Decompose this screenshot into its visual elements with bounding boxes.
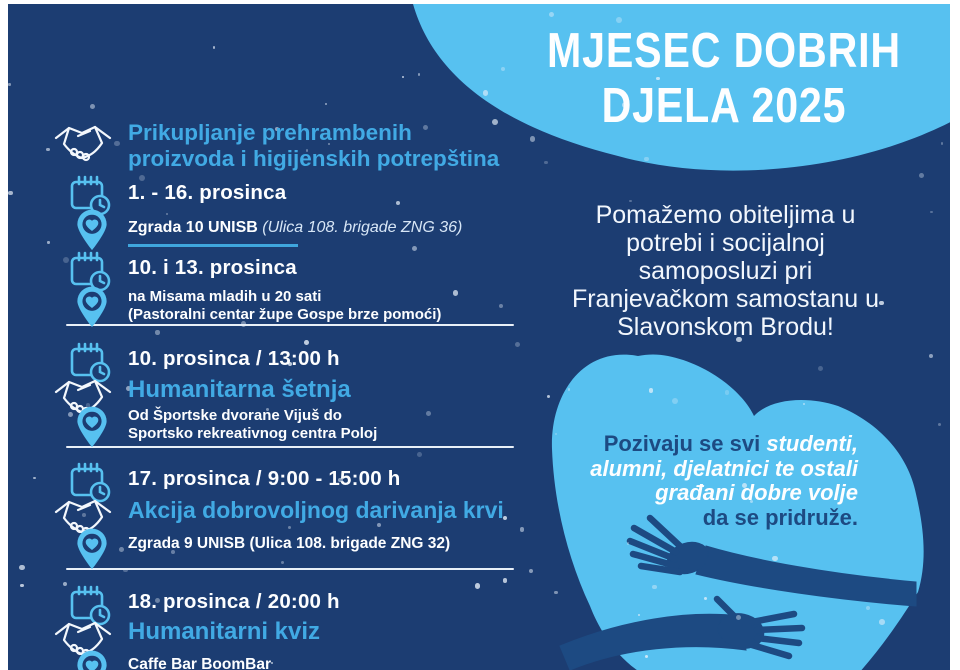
location-heart-pin-icon [74, 209, 110, 253]
snow-dot [304, 340, 309, 345]
event-location: Zgrada 9 UNISB (Ulica 108. brigade ZNG 32) [128, 535, 451, 552]
event-date: 17. prosinca / 9:00 - 15:00 h [128, 467, 401, 490]
snow-dot [645, 655, 648, 658]
location-underline [128, 244, 298, 247]
heart-message-closing: da se pridruže. [702, 504, 858, 530]
poster-background [8, 4, 950, 670]
title-line-1: MJESEC DOBRIH [547, 24, 901, 78]
event-location-address: (Ulica 108. brigade ZNG 36) [262, 219, 463, 236]
snow-dot [616, 17, 622, 23]
snow-dot [772, 556, 777, 561]
heart-message-line [553, 432, 858, 457]
location-heart-pin-icon [74, 650, 110, 670]
snow-dot [412, 246, 417, 251]
snow-dot [426, 411, 431, 416]
snow-dot [879, 619, 885, 625]
snow-dot [20, 584, 23, 587]
snow-dot [402, 76, 404, 78]
snow-dot [396, 201, 400, 205]
snow-dot [499, 304, 503, 308]
heart-message [553, 432, 858, 530]
location-heart-pin-icon [74, 528, 110, 572]
handshake-icon [52, 116, 116, 172]
snow-dot [155, 330, 159, 334]
intro-line: Pomažemo obiteljima u [595, 201, 856, 229]
event-title-line: Prikupljanje prehrambenih [128, 120, 412, 145]
snow-dot [47, 241, 49, 243]
snow-dot [288, 526, 292, 530]
section-divider [66, 568, 514, 570]
snow-dot [930, 211, 932, 213]
event-location: Caffe Bar BoomBar [128, 656, 271, 670]
snow-dot [483, 90, 488, 95]
snow-dot [90, 104, 95, 109]
intro-line: potrebi i socijalnoj [626, 229, 825, 257]
snow-dot [520, 527, 525, 532]
snow-dot [938, 423, 941, 426]
snow-dot [475, 583, 481, 589]
intro-line: samoposluzi pri [638, 257, 813, 285]
snow-dot [417, 452, 422, 457]
heart-message-line: alumni, djelatnici te ostali [590, 455, 858, 481]
snow-dot [377, 523, 381, 527]
snow-dot [649, 388, 654, 393]
event-date: 10. prosinca / 13:00 h [128, 347, 340, 370]
event-location-line: Od Športske dvorane Vijuš do [128, 407, 342, 424]
section-divider [66, 446, 514, 448]
event-title [128, 120, 499, 172]
event-location [128, 219, 462, 237]
title-line-2: DJELA 2025 [601, 79, 847, 133]
event-location-name: Zgrada 10 UNISB [128, 219, 263, 236]
snow-dot [941, 142, 943, 144]
event-date: 18. prosinca / 20:00 h [128, 590, 340, 613]
event-date: 10. i 13. prosinca [128, 256, 297, 279]
snow-dot [19, 565, 25, 571]
location-heart-pin-icon [74, 286, 110, 330]
snow-dot [8, 191, 12, 195]
event-location [128, 288, 441, 323]
event-title-line: proizvoda i higijenskih potrepština [128, 146, 500, 171]
heart-message-lead: Pozivaju se svi [603, 431, 761, 456]
event-location-line: Sportsko rekreativnog centra Poloj [128, 424, 378, 442]
snow-dot [325, 103, 327, 105]
event-location [128, 407, 377, 442]
snow-dot [213, 46, 215, 48]
snow-dot [119, 547, 124, 552]
snow-dot [166, 213, 168, 215]
snow-dot [529, 569, 534, 574]
event-title: Humanitarna šetnja [128, 376, 351, 403]
snow-dot [515, 342, 520, 347]
snow-dot [530, 136, 535, 141]
snow-dot [33, 477, 36, 480]
event-date: 1. - 16. prosinca [128, 181, 287, 204]
snow-dot [453, 290, 459, 296]
snow-dot [568, 388, 571, 391]
event-location-line: na Misama mladih u 20 sati [128, 288, 322, 305]
heart-message-students: studenti, [760, 431, 858, 456]
snow-dot [736, 615, 741, 620]
event-title: Akcija dobrovoljnog darivanja krvi [128, 497, 504, 523]
snow-dot [501, 67, 505, 71]
snow-dot [281, 561, 284, 564]
snow-dot [627, 542, 630, 545]
snow-dot [418, 73, 420, 75]
heart-message-line: građani dobre volje [655, 480, 858, 505]
location-heart-pin-icon [74, 406, 110, 450]
snow-dot [8, 83, 10, 85]
intro-line: Franjevačkom samostanu u [571, 285, 880, 313]
snow-dot [503, 578, 508, 583]
snow-dot [554, 591, 558, 595]
event-location-line: (Pastoralni centar župe Gospe brze pomoći) [128, 305, 442, 323]
event-title: Humanitarni kviz [128, 618, 321, 645]
poster-title [527, 24, 920, 134]
snow-dot [271, 662, 273, 664]
snow-dot [652, 585, 656, 589]
intro-line: Slavonskom Brodu! [617, 313, 834, 341]
snow-dot [46, 148, 50, 152]
snow-dot [644, 157, 649, 162]
snow-dot [139, 175, 145, 181]
section-divider [66, 324, 514, 326]
intro-paragraph [543, 201, 908, 341]
snow-dot [672, 398, 678, 404]
